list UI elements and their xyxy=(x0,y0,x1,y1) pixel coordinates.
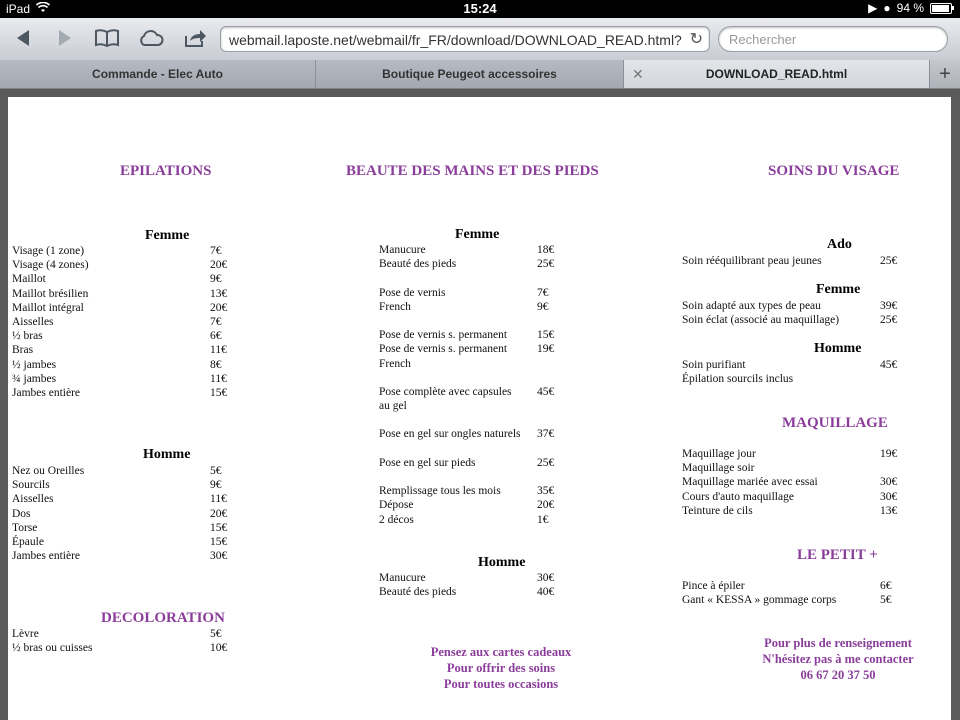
price-row xyxy=(12,521,232,535)
share-icon xyxy=(183,28,207,48)
service-price: 30€ xyxy=(880,490,898,503)
service-price: 9€ xyxy=(210,273,222,286)
back-button[interactable] xyxy=(8,24,38,52)
price-row xyxy=(682,358,912,372)
service-name: Torse xyxy=(12,521,38,534)
visage-title: SOINS DU VISAGE xyxy=(768,163,900,179)
price-row xyxy=(12,641,232,655)
le-petit-title: LE PETIT + xyxy=(797,547,878,563)
price-row xyxy=(12,301,232,315)
service-price: 6€ xyxy=(210,330,222,343)
service-price: 11€ xyxy=(210,372,227,385)
service-price: 20€ xyxy=(210,259,228,272)
service-price: 45€ xyxy=(537,385,555,398)
price-row xyxy=(682,504,912,518)
mains-pieds-femme-heading: Femme xyxy=(455,227,500,242)
gift-line-1: Pensez aux cartes cadeaux xyxy=(430,645,572,659)
contact-note xyxy=(738,635,938,683)
service-price: 40€ xyxy=(537,586,555,599)
price-row xyxy=(682,475,912,489)
epilations-title: EPILATIONS xyxy=(120,163,212,179)
service-name: Pose en gel sur ongles naturels xyxy=(379,428,521,441)
service-name: ½ bras xyxy=(12,330,43,343)
service-name: Épaule xyxy=(12,535,44,548)
service-name: Maquillage mariée avec essai xyxy=(682,476,818,489)
service-price: 37€ xyxy=(537,428,555,441)
le-petit-list xyxy=(682,579,912,607)
service-name: Lèvre xyxy=(12,628,39,640)
service-price: 20€ xyxy=(210,507,228,520)
price-row xyxy=(12,464,232,478)
price-row xyxy=(379,385,579,399)
play-icon: ▶ xyxy=(868,1,878,15)
price-row xyxy=(682,579,912,593)
service-price: 11€ xyxy=(210,344,227,357)
price-row xyxy=(682,490,912,504)
service-name: Manucure xyxy=(379,572,426,584)
service-name: ½ jambes xyxy=(12,358,57,371)
price-row xyxy=(12,244,232,258)
address-bar[interactable] xyxy=(220,26,710,52)
contact-line-2: N'hésitez pas à me contacter xyxy=(762,652,914,666)
contact-phone: 06 67 20 37 50 xyxy=(800,668,876,682)
service-name: Pose en gel sur pieds xyxy=(379,456,476,469)
share-button[interactable] xyxy=(180,24,210,52)
price-row xyxy=(379,413,579,427)
service-name: Visage (4 zones) xyxy=(12,259,89,272)
gift-card-note xyxy=(398,644,604,692)
visage-femme-list xyxy=(682,299,912,327)
service-price: 1€ xyxy=(537,513,549,526)
service-name: ¾ jambes xyxy=(12,372,57,385)
service-price: 9€ xyxy=(210,479,222,492)
tab-bar xyxy=(0,60,960,89)
document-page xyxy=(8,97,951,720)
service-name: Gant « KESSA » gommage corps xyxy=(682,594,837,607)
service-name: Pose de vernis s. permanent xyxy=(379,343,508,356)
price-row xyxy=(12,329,232,343)
price-row xyxy=(12,372,232,386)
service-name: Maillot brésilien xyxy=(12,287,89,300)
price-row xyxy=(682,461,912,475)
status-bar xyxy=(0,0,960,18)
service-price: 20€ xyxy=(210,301,228,314)
price-row xyxy=(379,442,579,456)
service-price: 13€ xyxy=(210,287,228,300)
service-name: Bras xyxy=(12,344,34,357)
battery-icon xyxy=(930,3,952,14)
tab-label: DOWNLOAD_READ.html xyxy=(705,67,848,81)
service-price: 7€ xyxy=(537,286,549,299)
price-row xyxy=(379,371,579,385)
bookmarks-button[interactable] xyxy=(92,24,122,52)
price-row xyxy=(12,287,232,301)
service-price: 9€ xyxy=(537,300,549,313)
service-price: 15€ xyxy=(210,386,228,399)
service-name: Jambes entière xyxy=(12,550,81,563)
service-name: Dépose xyxy=(379,499,414,512)
price-row xyxy=(682,593,912,607)
decoloration-list xyxy=(12,627,232,655)
gift-line-3: Pour toutes occasions xyxy=(443,677,559,691)
epilations-femme-heading: Femme xyxy=(145,228,190,243)
cloud-icon xyxy=(138,29,164,47)
price-row xyxy=(12,386,232,400)
book-icon xyxy=(95,29,119,47)
price-row xyxy=(12,343,232,357)
new-tab-button[interactable] xyxy=(929,60,960,88)
epilations-homme-list xyxy=(12,464,232,563)
service-price: 30€ xyxy=(210,550,228,563)
clock: 15:24 xyxy=(463,1,497,16)
price-row xyxy=(379,328,579,342)
service-name: Sourcils xyxy=(12,479,50,492)
service-name: Pose de vernis s. permanent xyxy=(379,329,508,342)
service-price: 25€ xyxy=(880,255,898,267)
service-name: Visage (1 zone) xyxy=(12,245,85,257)
mains-pieds-homme-list xyxy=(379,571,579,599)
service-price: 25€ xyxy=(880,314,898,327)
price-row xyxy=(379,243,579,257)
price-row xyxy=(12,358,232,372)
price-row xyxy=(682,254,912,268)
visage-femme-heading: Femme xyxy=(816,282,861,297)
close-tab-icon[interactable]: ✕ xyxy=(632,66,644,82)
service-price: 30€ xyxy=(880,476,898,489)
visage-ado-heading: Ado xyxy=(827,237,852,252)
service-name: Jambes entière xyxy=(12,386,81,399)
service-name: Soin rééquilibrant peau jeunes xyxy=(682,255,822,267)
price-row xyxy=(379,571,579,585)
mains-pieds-homme-heading: Homme xyxy=(478,555,526,570)
maquillage-list xyxy=(682,447,912,518)
service-price: 39€ xyxy=(880,300,898,312)
price-row xyxy=(682,372,912,386)
service-price: 15€ xyxy=(537,329,555,342)
service-name: Aisselles xyxy=(12,315,54,328)
visage-homme-heading: Homme xyxy=(814,341,862,356)
service-name: Beauté des pieds xyxy=(379,258,457,271)
service-name: Pince à épiler xyxy=(682,580,745,592)
price-row xyxy=(12,272,232,286)
price-row xyxy=(682,299,912,313)
service-name: Manucure xyxy=(379,244,426,256)
price-row xyxy=(12,492,232,506)
service-name: Remplissage tous les mois xyxy=(379,485,501,498)
service-name: Pose de vernis xyxy=(379,286,446,299)
browser-toolbar xyxy=(0,18,960,61)
service-name: au gel xyxy=(379,400,407,413)
service-price: 8€ xyxy=(210,358,222,371)
price-row xyxy=(379,342,579,356)
price-row xyxy=(379,300,579,314)
service-name: Cours d'auto maquillage xyxy=(682,490,794,503)
service-name: Soin adapté aux types de peau xyxy=(682,300,821,312)
service-name: Beauté des pieds xyxy=(379,586,457,599)
service-price: 5€ xyxy=(210,628,222,640)
price-row xyxy=(379,513,579,527)
decoloration-title: DECOLORATION xyxy=(101,610,225,626)
reload-icon[interactable]: ↻ xyxy=(689,31,703,48)
service-name: ½ bras ou cuisses xyxy=(12,642,93,655)
service-price: 30€ xyxy=(537,572,555,584)
service-price: 45€ xyxy=(880,359,898,371)
service-name: Maquillage soir xyxy=(682,462,755,475)
price-row xyxy=(12,478,232,492)
price-row xyxy=(379,456,579,470)
price-row xyxy=(12,535,232,549)
service-name: Teinture de cils xyxy=(682,504,753,517)
service-name: Épilation sourcils inclus xyxy=(682,373,794,386)
service-name: 2 décos xyxy=(379,513,414,526)
service-name: Maillot xyxy=(12,273,46,286)
maquillage-title: MAQUILLAGE xyxy=(782,415,888,431)
visage-homme-list xyxy=(682,358,912,386)
forward-arrow-icon xyxy=(57,29,73,47)
service-price: 5€ xyxy=(210,465,222,477)
price-row xyxy=(379,314,579,328)
service-name: Nez ou Oreilles xyxy=(12,465,85,477)
price-row xyxy=(379,427,579,441)
device-label: iPad xyxy=(6,2,31,16)
price-row xyxy=(12,507,232,521)
price-row xyxy=(12,549,232,563)
service-price: 15€ xyxy=(210,535,228,548)
price-row xyxy=(379,257,579,271)
mains-pieds-femme-list xyxy=(379,243,579,527)
service-name: Maquillage jour xyxy=(682,448,756,460)
price-row xyxy=(12,627,232,641)
tab-commande[interactable]: Commande - Elec Auto xyxy=(0,60,316,88)
service-name: Soin éclat (associé au maquillage) xyxy=(682,314,840,327)
service-price: 18€ xyxy=(537,244,555,256)
price-row xyxy=(379,585,579,599)
service-name: Pose complète avec capsules xyxy=(379,385,512,398)
url-text: webmail.laposte.net/webmail/fr_FR/download/DOWNLOAD_READ.html? xyxy=(229,32,682,48)
icloud-tabs-button[interactable] xyxy=(136,24,166,52)
service-price: 19€ xyxy=(880,448,898,460)
forward-button[interactable] xyxy=(50,24,80,52)
service-price: 19€ xyxy=(537,343,555,356)
price-row xyxy=(379,357,579,371)
service-price: 35€ xyxy=(537,485,555,498)
service-price: 11€ xyxy=(210,493,227,506)
service-price: 13€ xyxy=(880,504,898,517)
tab-boutique[interactable]: Boutique Peugeot accessoires xyxy=(316,60,624,88)
service-price: 6€ xyxy=(880,580,892,592)
service-name: Aisselles xyxy=(12,493,54,506)
price-row xyxy=(12,315,232,329)
epilations-femme-list xyxy=(12,244,232,400)
price-row xyxy=(379,484,579,498)
back-arrow-icon xyxy=(15,29,31,47)
price-row xyxy=(12,258,232,272)
mains-pieds-title: BEAUTE DES MAINS ET DES PIEDS xyxy=(346,163,599,179)
contact-line-1: Pour plus de renseignement xyxy=(764,636,912,650)
price-row xyxy=(379,470,579,484)
service-price: 15€ xyxy=(210,521,228,534)
service-name: Maillot intégral xyxy=(12,301,84,314)
battery-percent: 94 % xyxy=(896,1,924,15)
service-price: 25€ xyxy=(537,258,555,271)
price-row xyxy=(682,447,912,461)
service-name: French xyxy=(379,300,411,313)
tab-download-read[interactable] xyxy=(624,60,930,88)
service-name: French xyxy=(379,357,411,370)
price-row xyxy=(379,498,579,512)
price-row xyxy=(682,313,912,327)
service-price: 25€ xyxy=(537,456,555,469)
search-input[interactable]: Rechercher xyxy=(718,26,948,52)
service-price: 7€ xyxy=(210,245,222,257)
service-name: Soin purifiant xyxy=(682,359,746,371)
service-price: 5€ xyxy=(880,594,892,607)
price-row xyxy=(379,286,579,300)
service-name: Dos xyxy=(12,507,31,520)
gift-line-2: Pour offrir des soins xyxy=(446,661,556,675)
epilations-homme-heading: Homme xyxy=(143,447,191,462)
rotation-lock-icon: ● xyxy=(883,1,891,15)
price-row xyxy=(379,399,579,413)
visage-ado-list xyxy=(682,254,912,268)
service-price: 20€ xyxy=(537,499,555,512)
service-price: 10€ xyxy=(210,642,228,655)
service-price: 7€ xyxy=(210,315,222,328)
plus-icon: + xyxy=(939,63,951,85)
price-row xyxy=(379,271,579,285)
